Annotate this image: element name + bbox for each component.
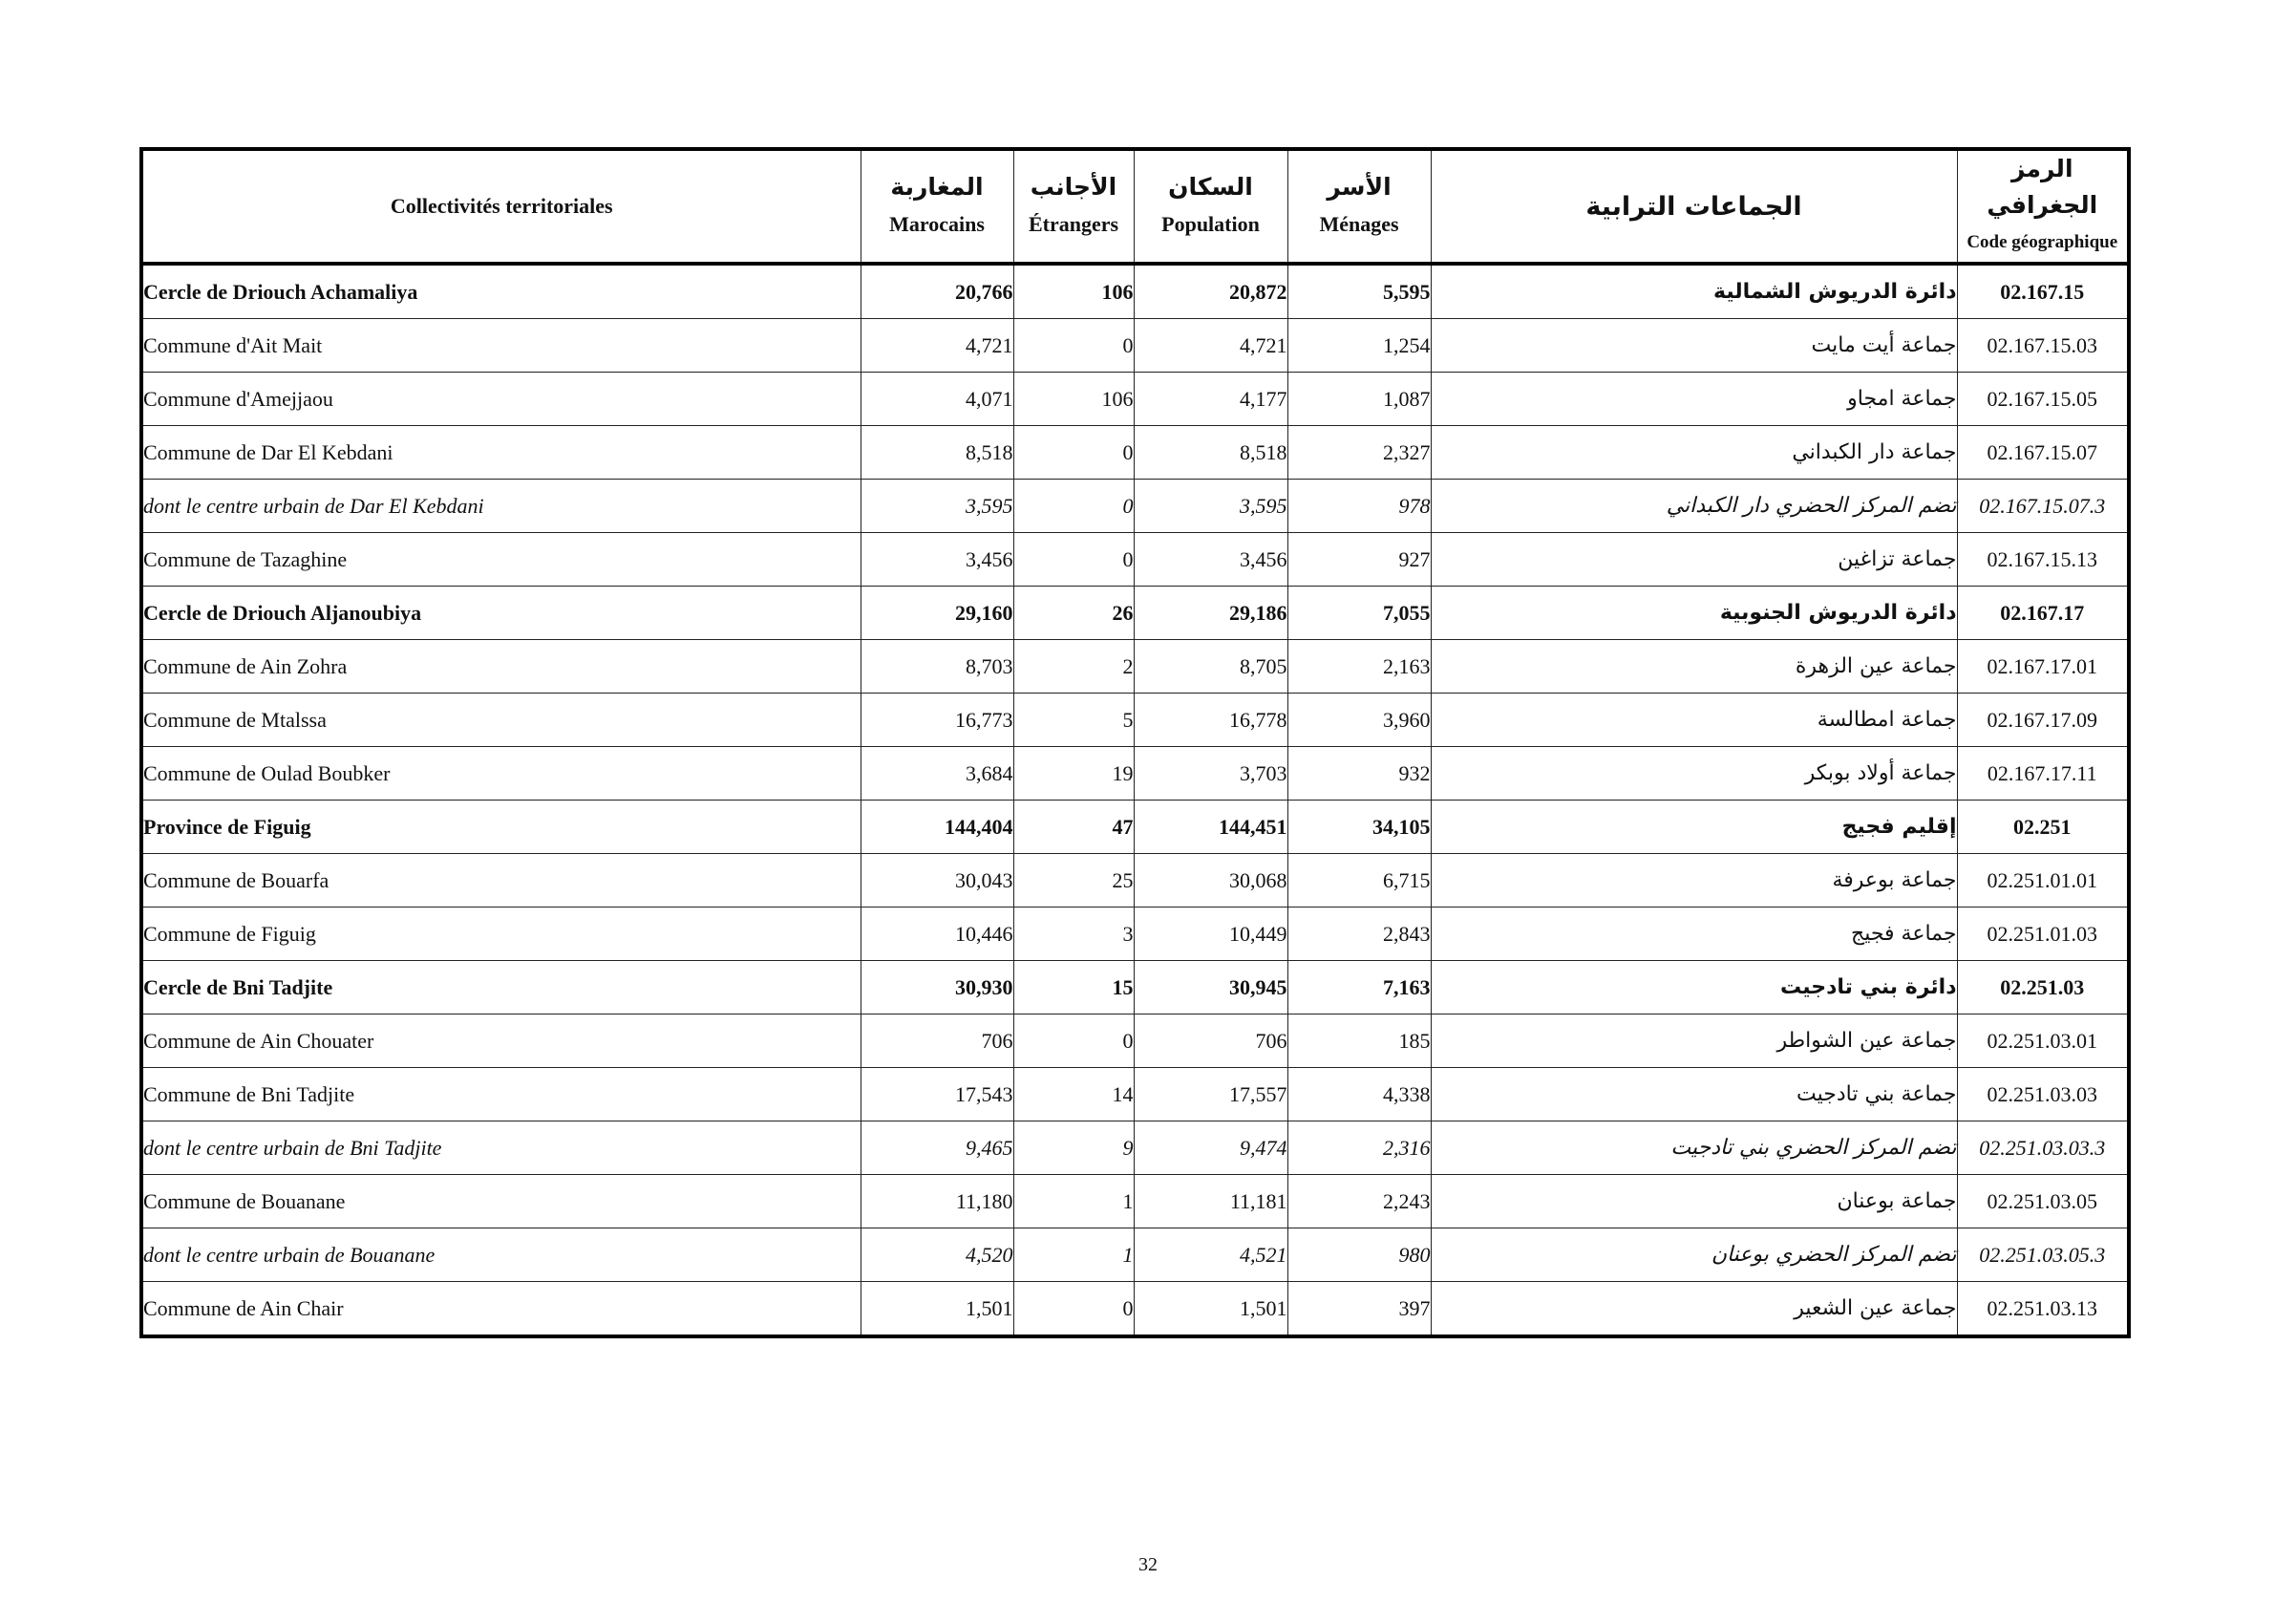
cell-collectivite-fr: Commune de Dar El Kebdani — [141, 426, 861, 480]
table-header — [141, 149, 2129, 264]
cell-marocains: 11,180 — [861, 1175, 1013, 1228]
cell-code: 02.251.03.13 — [1957, 1282, 2129, 1337]
table-body — [141, 264, 2129, 1336]
cell-etrangers: 2 — [1013, 640, 1134, 694]
cell-collectivite-fr: Commune de Bouarfa — [141, 854, 861, 908]
header-code-ar: الرمز الجغرافي — [1987, 155, 2098, 219]
cell-code: 02.251.01.03 — [1957, 908, 2129, 961]
cell-menages: 6,715 — [1287, 854, 1431, 908]
table-row — [141, 480, 2129, 533]
header-etrangers — [1013, 149, 1134, 264]
cell-population: 9,474 — [1134, 1121, 1287, 1175]
cell-code: 02.167.17 — [1957, 587, 2129, 640]
header-population-fr: Population — [1161, 212, 1260, 236]
cell-collectivite-ar: دائرة الدريوش الشمالية — [1431, 264, 1957, 319]
header-population-ar: السكان — [1168, 173, 1253, 201]
cell-collectivite-ar: جماعة أولاد بوبكر — [1431, 747, 1957, 801]
cell-population: 4,721 — [1134, 319, 1287, 373]
cell-etrangers: 47 — [1013, 801, 1134, 854]
cell-population: 29,186 — [1134, 587, 1287, 640]
cell-code: 02.251.03.01 — [1957, 1014, 2129, 1068]
cell-collectivite-fr: Commune de Ain Zohra — [141, 640, 861, 694]
cell-marocains: 4,520 — [861, 1228, 1013, 1282]
cell-collectivite-fr: Commune de Mtalssa — [141, 694, 861, 747]
cell-menages: 3,960 — [1287, 694, 1431, 747]
cell-etrangers: 26 — [1013, 587, 1134, 640]
cell-etrangers: 25 — [1013, 854, 1134, 908]
table-row — [141, 1228, 2129, 1282]
cell-menages: 4,338 — [1287, 1068, 1431, 1121]
cell-collectivite-ar: جماعة فجيج — [1431, 908, 1957, 961]
cell-population: 4,177 — [1134, 373, 1287, 426]
cell-marocains: 30,043 — [861, 854, 1013, 908]
table-row — [141, 264, 2129, 319]
cell-population: 16,778 — [1134, 694, 1287, 747]
census-table — [139, 147, 2131, 1338]
cell-collectivite-fr: dont le centre urbain de Dar El Kebdani — [141, 480, 861, 533]
cell-marocains: 16,773 — [861, 694, 1013, 747]
cell-etrangers: 3 — [1013, 908, 1134, 961]
header-menages-fr: Ménages — [1319, 212, 1399, 236]
cell-collectivite-ar: دائرة الدريوش الجنوبية — [1431, 587, 1957, 640]
cell-collectivite-ar: تضم المركز الحضري بوعنان — [1431, 1228, 1957, 1282]
table-row — [141, 1175, 2129, 1228]
cell-code: 02.167.17.11 — [1957, 747, 2129, 801]
cell-collectivite-fr: Cercle de Driouch Achamaliya — [141, 264, 861, 319]
header-marocains-ar: المغاربة — [890, 173, 984, 201]
cell-menages: 2,243 — [1287, 1175, 1431, 1228]
table-row — [141, 373, 2129, 426]
cell-etrangers: 15 — [1013, 961, 1134, 1014]
header-population — [1134, 149, 1287, 264]
cell-marocains: 29,160 — [861, 587, 1013, 640]
cell-collectivite-ar: جماعة عين الشعير — [1431, 1282, 1957, 1337]
cell-etrangers: 1 — [1013, 1228, 1134, 1282]
table-row — [141, 426, 2129, 480]
header-marocains — [861, 149, 1013, 264]
cell-etrangers: 0 — [1013, 480, 1134, 533]
cell-collectivite-ar: جماعة عين الشواطر — [1431, 1014, 1957, 1068]
cell-marocains: 9,465 — [861, 1121, 1013, 1175]
cell-menages: 2,327 — [1287, 426, 1431, 480]
table-row — [141, 533, 2129, 587]
cell-menages: 2,843 — [1287, 908, 1431, 961]
cell-collectivite-fr: Commune de Figuig — [141, 908, 861, 961]
cell-collectivite-fr: Cercle de Bni Tadjite — [141, 961, 861, 1014]
table-row — [141, 694, 2129, 747]
cell-population: 1,501 — [1134, 1282, 1287, 1337]
cell-etrangers: 0 — [1013, 426, 1134, 480]
table-row — [141, 319, 2129, 373]
cell-collectivite-ar: جماعة أيت مايت — [1431, 319, 1957, 373]
cell-menages: 927 — [1287, 533, 1431, 587]
cell-etrangers: 0 — [1013, 1282, 1134, 1337]
cell-population: 20,872 — [1134, 264, 1287, 319]
cell-population: 17,557 — [1134, 1068, 1287, 1121]
cell-etrangers: 0 — [1013, 533, 1134, 587]
cell-collectivite-ar: جماعة امطالسة — [1431, 694, 1957, 747]
cell-etrangers: 1 — [1013, 1175, 1134, 1228]
cell-collectivite-fr: dont le centre urbain de Bni Tadjite — [141, 1121, 861, 1175]
cell-collectivite-fr: Commune d'Ait Mait — [141, 319, 861, 373]
cell-collectivite-fr: dont le centre urbain de Bouanane — [141, 1228, 861, 1282]
cell-marocains: 3,684 — [861, 747, 1013, 801]
cell-etrangers: 5 — [1013, 694, 1134, 747]
cell-menages: 397 — [1287, 1282, 1431, 1337]
cell-menages: 7,163 — [1287, 961, 1431, 1014]
header-marocains-fr: Marocains — [889, 212, 985, 236]
cell-collectivite-ar: إقليم فجيج — [1431, 801, 1957, 854]
cell-collectivite-ar: جماعة بوعرفة — [1431, 854, 1957, 908]
cell-population: 8,705 — [1134, 640, 1287, 694]
cell-marocains: 10,446 — [861, 908, 1013, 961]
cell-population: 11,181 — [1134, 1175, 1287, 1228]
cell-population: 3,456 — [1134, 533, 1287, 587]
cell-code: 02.167.15 — [1957, 264, 2129, 319]
cell-marocains: 3,456 — [861, 533, 1013, 587]
cell-collectivite-ar: جماعة بني تادجيت — [1431, 1068, 1957, 1121]
cell-collectivite-ar: جماعة دار الكبداني — [1431, 426, 1957, 480]
cell-population: 3,595 — [1134, 480, 1287, 533]
cell-marocains: 3,595 — [861, 480, 1013, 533]
cell-code: 02.251.03.03.3 — [1957, 1121, 2129, 1175]
page-number: 32 — [1138, 1554, 1158, 1575]
cell-marocains: 17,543 — [861, 1068, 1013, 1121]
cell-collectivite-fr: Cercle de Driouch Aljanoubiya — [141, 587, 861, 640]
cell-population: 3,703 — [1134, 747, 1287, 801]
cell-population: 144,451 — [1134, 801, 1287, 854]
header-code — [1957, 149, 2129, 264]
cell-collectivite-ar: جماعة تزاغين — [1431, 533, 1957, 587]
cell-marocains: 1,501 — [861, 1282, 1013, 1337]
cell-etrangers: 14 — [1013, 1068, 1134, 1121]
table-row — [141, 747, 2129, 801]
cell-collectivite-ar: جماعة عين الزهرة — [1431, 640, 1957, 694]
cell-etrangers: 106 — [1013, 373, 1134, 426]
table-row — [141, 961, 2129, 1014]
cell-collectivite-ar: دائرة بني تادجيت — [1431, 961, 1957, 1014]
table-row — [141, 908, 2129, 961]
cell-collectivite-fr: Commune de Tazaghine — [141, 533, 861, 587]
cell-etrangers: 0 — [1013, 319, 1134, 373]
table-row — [141, 1068, 2129, 1121]
cell-collectivite-fr: Commune de Bni Tadjite — [141, 1068, 861, 1121]
cell-marocains: 20,766 — [861, 264, 1013, 319]
cell-marocains: 8,518 — [861, 426, 1013, 480]
cell-menages: 34,105 — [1287, 801, 1431, 854]
cell-menages: 978 — [1287, 480, 1431, 533]
table-row — [141, 587, 2129, 640]
table-row — [141, 1282, 2129, 1337]
cell-code: 02.167.17.01 — [1957, 640, 2129, 694]
cell-population: 10,449 — [1134, 908, 1287, 961]
cell-collectivite-ar: تضم المركز الحضري دار الكبداني — [1431, 480, 1957, 533]
cell-menages: 5,595 — [1287, 264, 1431, 319]
cell-code: 02.167.15.07.3 — [1957, 480, 2129, 533]
cell-population: 706 — [1134, 1014, 1287, 1068]
cell-code: 02.167.15.13 — [1957, 533, 2129, 587]
cell-code: 02.251 — [1957, 801, 2129, 854]
table-row — [141, 1014, 2129, 1068]
cell-collectivite-ar: تضم المركز الحضري بني تادجيت — [1431, 1121, 1957, 1175]
cell-population: 8,518 — [1134, 426, 1287, 480]
cell-etrangers: 0 — [1013, 1014, 1134, 1068]
cell-collectivite-ar: جماعة بوعنان — [1431, 1175, 1957, 1228]
header-collectivites-ar: الجماعات الترابية — [1431, 149, 1957, 264]
cell-menages: 2,163 — [1287, 640, 1431, 694]
cell-collectivite-fr: Commune d'Amejjaou — [141, 373, 861, 426]
cell-code: 02.167.15.07 — [1957, 426, 2129, 480]
header-etrangers-ar: الأجانب — [1030, 173, 1117, 201]
cell-code: 02.251.03.05 — [1957, 1175, 2129, 1228]
header-menages-ar: الأسر — [1327, 173, 1392, 201]
cell-code: 02.167.17.09 — [1957, 694, 2129, 747]
cell-marocains: 30,930 — [861, 961, 1013, 1014]
header-menages — [1287, 149, 1431, 264]
header-etrangers-fr: Étrangers — [1028, 212, 1119, 236]
cell-code: 02.251.03 — [1957, 961, 2129, 1014]
header-code-fr: Code géographique — [1966, 232, 2118, 252]
cell-menages: 2,316 — [1287, 1121, 1431, 1175]
cell-etrangers: 19 — [1013, 747, 1134, 801]
table-row — [141, 801, 2129, 854]
table-row — [141, 854, 2129, 908]
cell-menages: 980 — [1287, 1228, 1431, 1282]
cell-collectivite-fr: Commune de Bouanane — [141, 1175, 861, 1228]
cell-menages: 7,055 — [1287, 587, 1431, 640]
cell-population: 30,068 — [1134, 854, 1287, 908]
cell-collectivite-fr: Commune de Oulad Boubker — [141, 747, 861, 801]
cell-population: 4,521 — [1134, 1228, 1287, 1282]
cell-code: 02.251.03.05.3 — [1957, 1228, 2129, 1282]
table-row — [141, 1121, 2129, 1175]
cell-code: 02.251.01.01 — [1957, 854, 2129, 908]
cell-marocains: 4,721 — [861, 319, 1013, 373]
cell-collectivite-ar: جماعة امجاو — [1431, 373, 1957, 426]
cell-collectivite-fr: Province de Figuig — [141, 801, 861, 854]
cell-code: 02.167.15.05 — [1957, 373, 2129, 426]
header-collectivites: Collectivités territoriales — [141, 149, 861, 264]
cell-population: 30,945 — [1134, 961, 1287, 1014]
cell-code: 02.167.15.03 — [1957, 319, 2129, 373]
cell-marocains: 4,071 — [861, 373, 1013, 426]
cell-etrangers: 106 — [1013, 264, 1134, 319]
cell-marocains: 706 — [861, 1014, 1013, 1068]
cell-menages: 1,087 — [1287, 373, 1431, 426]
cell-menages: 185 — [1287, 1014, 1431, 1068]
cell-menages: 1,254 — [1287, 319, 1431, 373]
cell-marocains: 8,703 — [861, 640, 1013, 694]
cell-code: 02.251.03.03 — [1957, 1068, 2129, 1121]
table-row — [141, 640, 2129, 694]
cell-menages: 932 — [1287, 747, 1431, 801]
cell-collectivite-fr: Commune de Ain Chouater — [141, 1014, 861, 1068]
cell-marocains: 144,404 — [861, 801, 1013, 854]
cell-collectivite-fr: Commune de Ain Chair — [141, 1282, 861, 1337]
cell-etrangers: 9 — [1013, 1121, 1134, 1175]
